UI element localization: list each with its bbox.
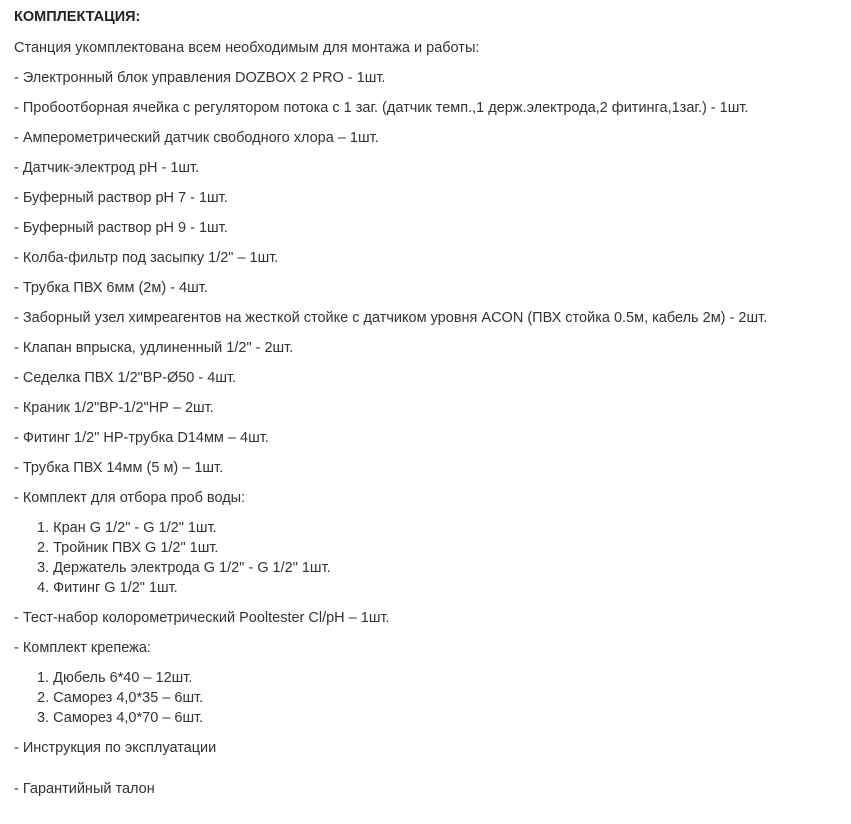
sublist-item: 4. Фитинг G 1/2" 1шт.: [37, 580, 178, 596]
list-item: - Колба-фильтр под засыпку 1/2" – 1шт.: [14, 250, 279, 266]
sublist-item: 1. Дюбель 6*40 – 12шт.: [37, 670, 193, 686]
list-item: - Комплект крепежа:: [14, 640, 151, 656]
list-item: - Пробоотборная ячейка с регулятором потока с 1 заг. (датчик темп.,1 держ.электрода,2 фитинга,1заг.) - 1шт.: [14, 100, 749, 116]
list-item: - Амперометрический датчик свободного хлора – 1шт.: [14, 130, 379, 146]
list-item: - Заборный узел химреагентов на жесткой стойке с датчиком уровня ACON (ПВХ стойка 0.5м, кабель 2м) - 2шт.: [14, 310, 768, 326]
list-item: - Комплект для отбора проб воды:: [14, 490, 246, 506]
list-item: - Инструкция по эксплуатации: [14, 740, 217, 756]
sublist-item: 3. Саморез 4,0*70 – 6шт.: [37, 710, 204, 726]
list-item: - Буферный раствор pH 9 - 1шт.: [14, 220, 228, 236]
list-item: - Седелка ПВХ 1/2"ВР-Ø50 - 4шт.: [14, 370, 237, 386]
sublist-item: 1. Кран G 1/2" - G 1/2" 1шт.: [37, 520, 217, 536]
intro-text: Станция укомплектована всем необходимым для монтажа и работы:: [14, 40, 480, 56]
list-item: - Буферный раствор pH 7 - 1шт.: [14, 190, 228, 206]
list-item: - Фитинг 1/2" НР-трубка D14мм – 4шт.: [14, 430, 269, 446]
list-item: - Тест-набор колорометрический Pooltester Cl/pH – 1шт.: [14, 610, 390, 626]
list-item: - Датчик-электрод pH - 1шт.: [14, 160, 200, 176]
sublist-item: 2. Саморез 4,0*35 – 6шт.: [37, 690, 204, 706]
sublist-item: 2. Тройник ПВХ G 1/2" 1шт.: [37, 540, 219, 556]
list-item: - Клапан впрыска, удлиненный 1/2" - 2шт.: [14, 340, 294, 356]
list-item: - Электронный блок управления DOZBOX 2 PRO - 1шт.: [14, 70, 386, 86]
list-item: - Трубка ПВХ 14мм (5 м) – 1шт.: [14, 460, 224, 476]
list-item: - Краник 1/2"ВР-1/2"НР – 2шт.: [14, 400, 214, 416]
sublist-item: 3. Держатель электрода G 1/2" - G 1/2" 1шт.: [37, 560, 331, 576]
list-item: - Трубка ПВХ 6мм (2м) - 4шт.: [14, 280, 208, 296]
list-item: - Гарантийный талон: [14, 781, 155, 797]
section-heading: КОМПЛЕКТАЦИЯ:: [14, 9, 141, 25]
